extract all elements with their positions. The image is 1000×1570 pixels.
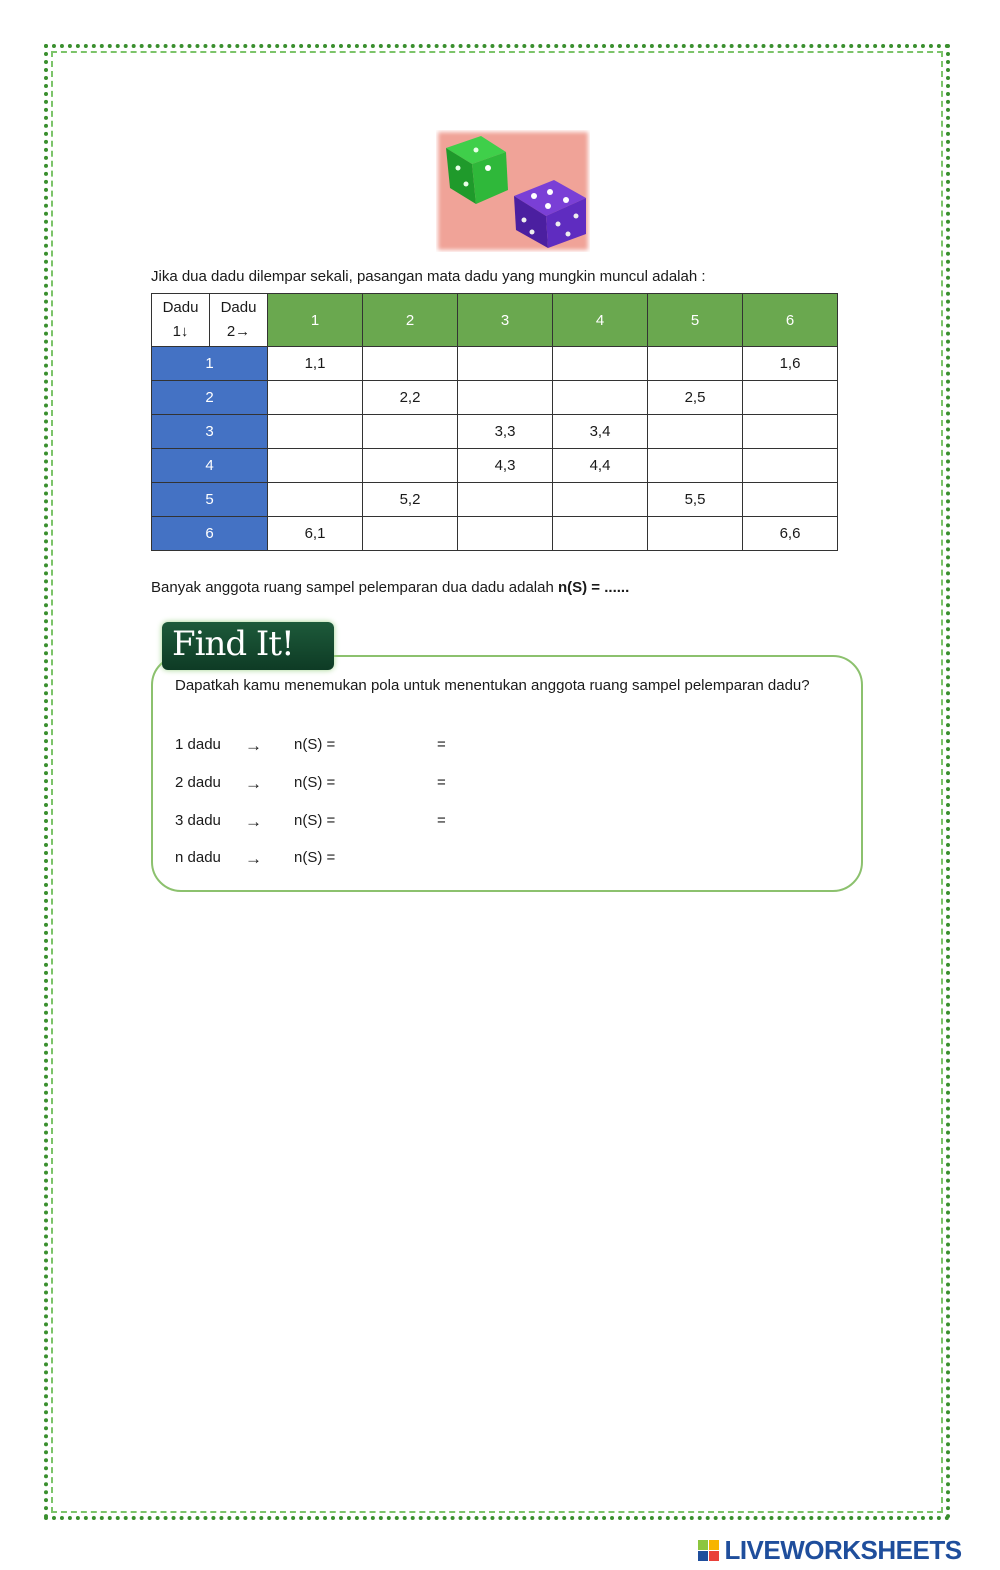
column-header: 3 [458,294,553,347]
table-cell [553,347,648,381]
table-row [152,449,838,483]
table-cell [648,517,743,551]
table-cell [743,415,838,449]
row-header: 4 [152,449,268,483]
liveworksheets-logo-icon [698,1540,720,1562]
table-cell: 3,4 [553,415,648,449]
table-cell [743,449,838,483]
intro-text: Jika dua dadu dilempar sekali, pasangan mata dadu yang mungkin muncul adalah : [151,268,706,285]
row-header: 3 [152,415,268,449]
column-header: 1 [268,294,363,347]
table-cell: 2,2 [363,381,458,415]
table-row [152,415,838,449]
column-header: 2 [363,294,458,347]
table-row [152,517,838,551]
row-header: 6 [152,517,268,551]
liveworksheets-logo: LIVEWORKSHEETS [698,1535,962,1563]
pattern-label: 1 dadu [175,736,221,753]
row-header: 5 [152,483,268,517]
table-cell [648,347,743,381]
table-cell: 6,6 [743,517,838,551]
row-header: 2 [152,381,268,415]
table-row [152,381,838,415]
corner-dadu-2: Dadu 2→ [210,294,268,347]
column-header: 5 [648,294,743,347]
table-cell [363,517,458,551]
table-cell: 1,6 [743,347,838,381]
table-cell [458,483,553,517]
table-cell [268,483,363,517]
table-header-row [152,294,838,347]
column-header: 4 [553,294,648,347]
table-cell: 3,3 [458,415,553,449]
table-cell: 4,3 [458,449,553,483]
table-cell [363,347,458,381]
ns-label: n(S) = [294,812,336,829]
findit-question: Dapatkah kamu menemukan pola untuk menentukan anggota ruang sampel pelemparan dadu? [175,677,810,694]
table-cell: 6,1 [268,517,363,551]
table-cell: 2,5 [648,381,743,415]
table-cell [743,483,838,517]
table-cell [648,415,743,449]
table-cell [363,415,458,449]
table-cell: 5,2 [363,483,458,517]
table-row [152,483,838,517]
dice-illustration [436,130,590,252]
row-header: 1 [152,347,268,381]
table-row [152,347,838,381]
table-cell [458,517,553,551]
table-cell [363,449,458,483]
ns-label: n(S) = [294,849,336,866]
sample-space-table [151,293,838,551]
arrow-icon: → [245,736,262,755]
table-cell [553,381,648,415]
ns-label: n(S) = [294,774,336,791]
table-cell: 1,1 [268,347,363,381]
table-cell [458,381,553,415]
arrow-icon: → [245,774,262,793]
table-cell [268,449,363,483]
pattern-label: n dadu [175,849,221,866]
sample-space-question: Banyak anggota ruang sampel pelemparan dua dadu adalah n(S) = ...... [151,579,630,596]
pattern-label: 3 dadu [175,812,221,829]
equals-sign: = [437,774,446,791]
table-cell [553,517,648,551]
table-cell [268,381,363,415]
ns-label: n(S) = [294,736,336,753]
equals-sign: = [437,812,446,829]
arrow-icon: → [245,812,262,831]
findit-logo: Find It! [162,622,334,670]
arrow-icon: → [245,849,262,868]
table-cell [268,415,363,449]
table-cell: 5,5 [648,483,743,517]
table-cell: 4,4 [553,449,648,483]
column-header: 6 [743,294,838,347]
table-cell [743,381,838,415]
table-cell [648,449,743,483]
table-cell [458,347,553,381]
table-cell [553,483,648,517]
equals-sign: = [437,736,446,753]
ns-answer-blank: n(S) = ...... [557,579,630,596]
pattern-label: 2 dadu [175,774,221,791]
corner-dadu-1: Dadu 1↓ [152,294,210,347]
